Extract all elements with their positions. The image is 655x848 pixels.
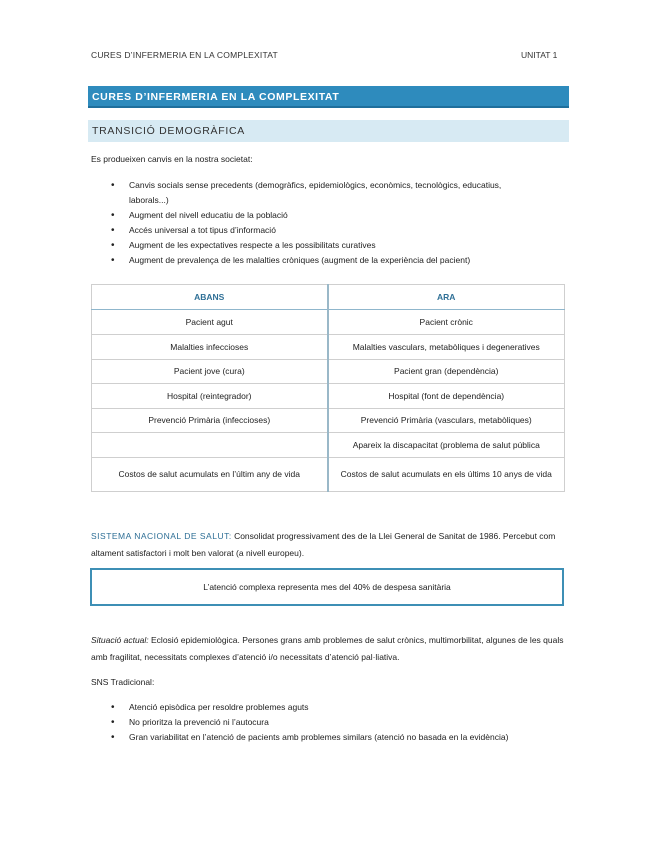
table-row — [92, 384, 565, 409]
table-row — [92, 360, 565, 384]
highlight-box: L’atenció complexa representa mes del 40% de despesa sanitària — [90, 568, 564, 606]
current-situation-text: Eclosió epidemiològica. Persones grans amb problemes de salut crònics, multimorbilitat, algunes de les quals amb fragilitat, necessitats complexes d’atenció i/o necessitats d’atenció pal·liativa. — [91, 635, 564, 662]
list-item: • Augment del nivell educatiu de la població — [111, 208, 541, 223]
table-cell: Malalties vasculars, metabòliques i degeneratives — [328, 335, 565, 360]
table-cell: Costos de salut acumulats en els últims 10 anys de vida — [328, 458, 565, 492]
table-row — [92, 409, 565, 433]
table-cell: Apareix la discapacitat (problema de salut pública — [328, 433, 565, 458]
list-item: • No prioritza la prevenció ni l’autocura — [111, 715, 531, 730]
list-item: • Gran variabilitat en l’atenció de pacients amb problemes similars (atenció no basada en la evidència) — [111, 730, 531, 745]
table-cell — [92, 433, 328, 458]
traditional-sns-label: SNS Tradicional: — [91, 677, 155, 687]
running-header-title: CURES D’INFERMERIA EN LA COMPLEXITAT — [91, 50, 278, 60]
table-row — [92, 335, 565, 360]
table-header-row — [92, 285, 565, 310]
table-cell: Prevenció Primària (vasculars, metabòliques) — [328, 409, 565, 433]
table-cell: Pacient agut — [92, 310, 328, 335]
table-row — [92, 310, 565, 335]
column-header-ara: ARA — [328, 285, 565, 310]
running-header-unit: UNITAT 1 — [521, 50, 558, 60]
current-situation-paragraph — [91, 632, 571, 666]
changes-list — [111, 178, 541, 268]
sns-paragraph — [91, 528, 571, 562]
table-cell: Hospital (reintegrador) — [92, 384, 328, 409]
sns-text: Consolidat progressivament des de la Llei General de Sanitat de 1986. Percebut com altament satisfactori i molt ben valorat (a nivell europeu). — [91, 531, 556, 558]
subsection-heading: TRANSICIÓ DEMOGRÀFICA — [88, 120, 569, 142]
table-cell: Costos de salut acumulats en l’últim any de vida — [92, 458, 328, 492]
table-cell: Pacient crònic — [328, 310, 565, 335]
section-heading: CURES D’INFERMERIA EN LA COMPLEXITAT — [88, 86, 569, 108]
column-header-abans: ABANS — [92, 285, 328, 310]
table-cell: Malalties infeccioses — [92, 335, 328, 360]
list-item: • Canvis socials sense precedents (demogràfics, epidemiològics, econòmics, tecnològics, educatius, laborals...) — [111, 178, 541, 208]
table-cell: Pacient gran (dependència) — [328, 360, 565, 384]
table-cell: Prevenció Primària (infeccioses) — [92, 409, 328, 433]
table-row — [92, 433, 565, 458]
traditional-sns-list — [111, 700, 531, 745]
comparison-table — [91, 284, 565, 492]
current-situation-label: Situació actual: — [91, 635, 149, 645]
intro-text: Es produeixen canvis en la nostra societat: — [91, 154, 253, 164]
table-cell: Pacient jove (cura) — [92, 360, 328, 384]
sns-label: SISTEMA NACIONAL DE SALUT: — [91, 531, 232, 541]
list-item: • Augment de prevalença de les malalties cròniques (augment de la experiència del pacient) — [111, 253, 541, 268]
list-item: • Atenció episòdica per resoldre problemes aguts — [111, 700, 531, 715]
table-row — [92, 458, 565, 492]
list-item: • Augment de les expectatives respecte a les possibilitats curatives — [111, 238, 541, 253]
table-cell: Hospital (font de dependència) — [328, 384, 565, 409]
list-item: • Accés universal a tot tipus d’informació — [111, 223, 541, 238]
